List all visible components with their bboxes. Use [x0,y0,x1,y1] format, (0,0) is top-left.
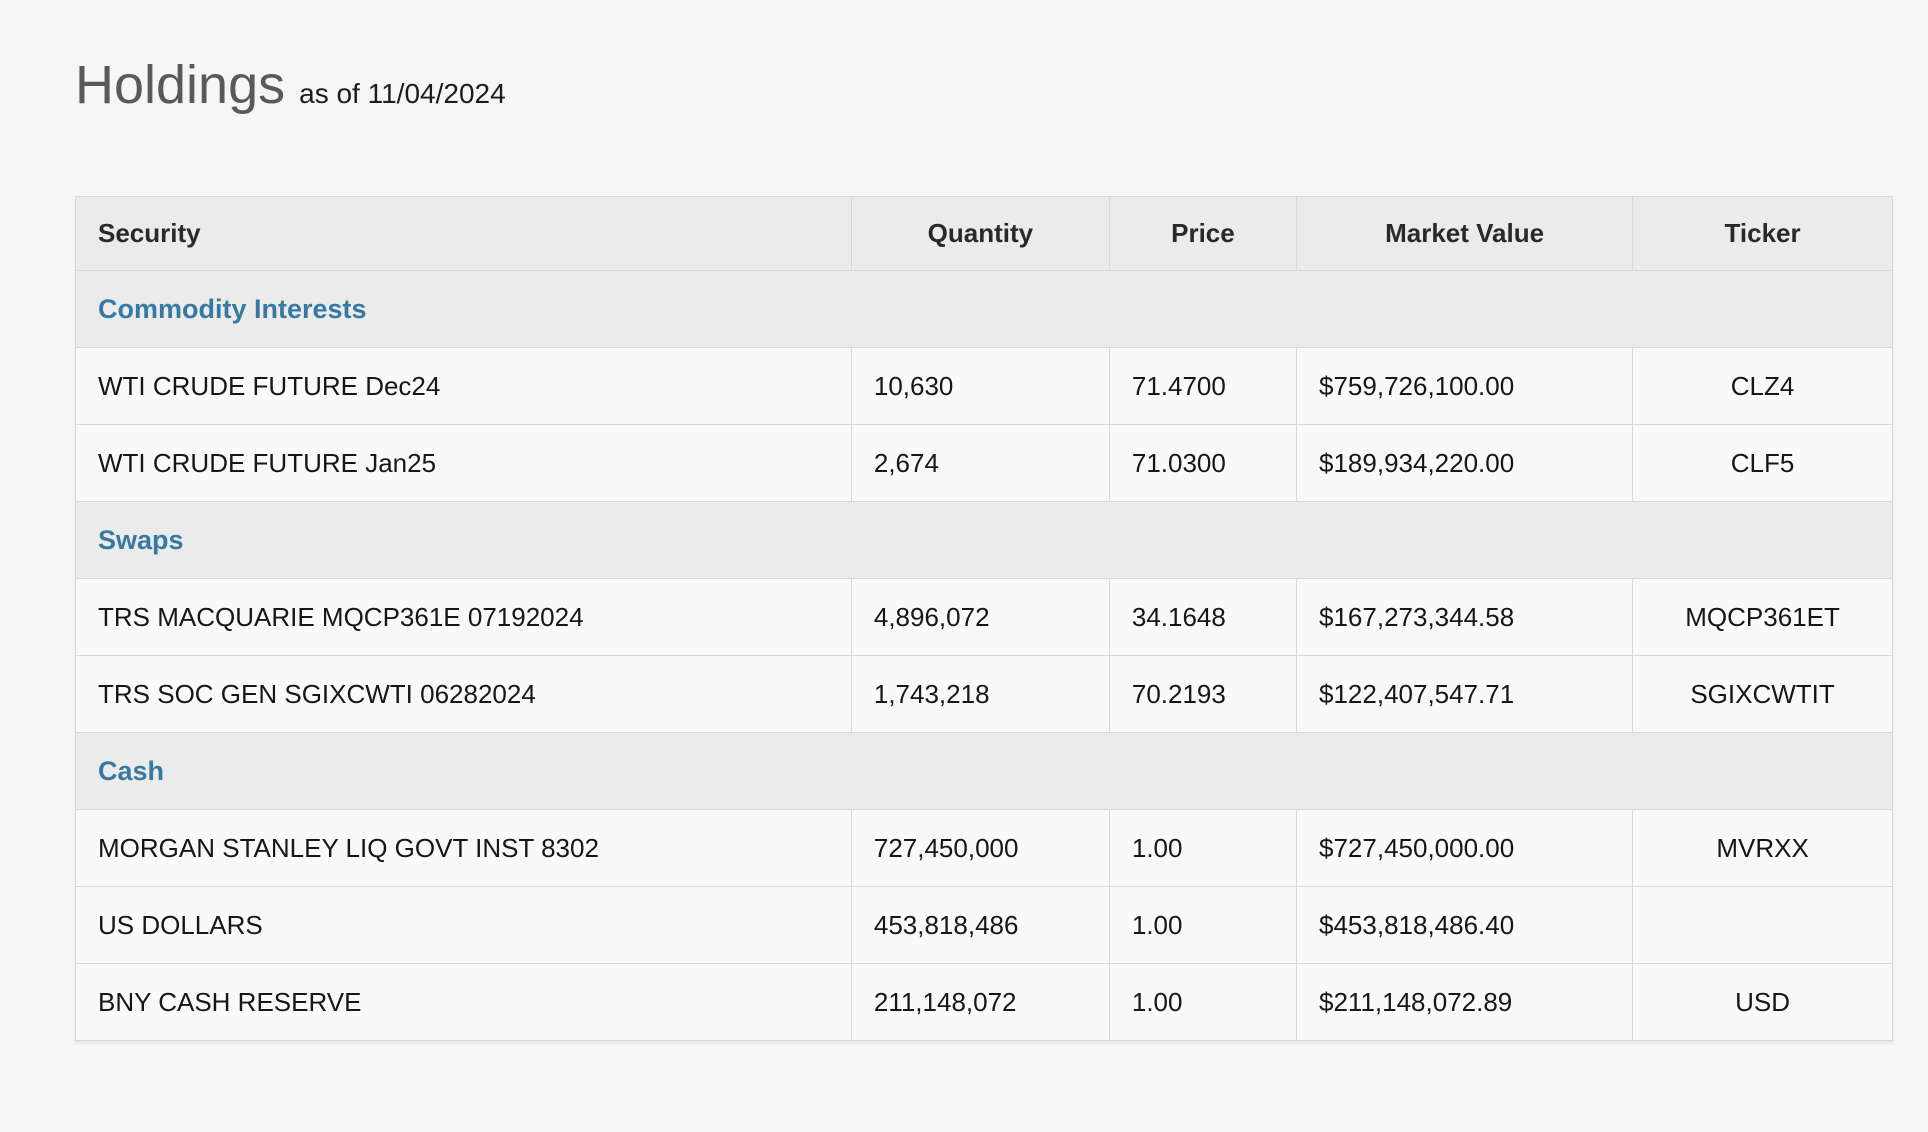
cell-price: 1.00 [1109,887,1296,964]
cell-market-value: $122,407,547.71 [1297,656,1633,733]
column-header-quantity: Quantity [851,197,1109,271]
section-row [76,733,1893,810]
cell-market-value: $453,818,486.40 [1297,887,1633,964]
cell-price: 34.1648 [1109,579,1296,656]
cell-price: 71.0300 [1109,425,1296,502]
page-title: Holdings [75,55,286,115]
column-header-ticker: Ticker [1633,197,1893,271]
cell-market-value: $727,450,000.00 [1297,810,1633,887]
cell-quantity: 1,743,218 [851,656,1109,733]
cell-ticker [1633,887,1893,964]
column-header-security: Security [76,197,852,271]
table-row [76,579,1893,656]
cell-market-value: $211,148,072.89 [1297,964,1633,1041]
cell-security: MORGAN STANLEY LIQ GOVT INST 8302 [76,810,852,887]
cell-ticker: USD [1633,964,1893,1041]
cell-market-value: $167,273,344.58 [1297,579,1633,656]
cell-quantity: 727,450,000 [851,810,1109,887]
column-header-market-value: Market Value [1297,197,1633,271]
table-row [76,964,1893,1041]
cell-quantity: 4,896,072 [851,579,1109,656]
cell-price: 1.00 [1109,810,1296,887]
cell-security: TRS SOC GEN SGIXCWTI 06282024 [76,656,852,733]
cell-quantity: 10,630 [851,348,1109,425]
table-row [76,348,1893,425]
cell-price: 1.00 [1109,964,1296,1041]
cell-ticker: SGIXCWTIT [1633,656,1893,733]
table-row [76,425,1893,502]
section-label: Commodity Interests [76,271,1893,348]
cell-security: US DOLLARS [76,887,852,964]
cell-market-value: $759,726,100.00 [1297,348,1633,425]
table-body [76,271,1893,1041]
cell-price: 70.2193 [1109,656,1296,733]
table-header-row [76,197,1893,271]
as-of-date: as of 11/04/2024 [299,78,506,109]
section-row [76,271,1893,348]
cell-security: BNY CASH RESERVE [76,964,852,1041]
cell-ticker: MVRXX [1633,810,1893,887]
cell-market-value: $189,934,220.00 [1297,425,1633,502]
table-row [76,887,1893,964]
cell-security: WTI CRUDE FUTURE Jan25 [76,425,852,502]
cell-quantity: 2,674 [851,425,1109,502]
table-header [76,197,1893,271]
cell-security: WTI CRUDE FUTURE Dec24 [76,348,852,425]
holdings-table [75,196,1893,1041]
section-row [76,502,1893,579]
page-header [75,54,1928,116]
table-row [76,810,1893,887]
section-label: Swaps [76,502,1893,579]
table-row [76,656,1893,733]
cell-security: TRS MACQUARIE MQCP361E 07192024 [76,579,852,656]
cell-quantity: 211,148,072 [851,964,1109,1041]
cell-quantity: 453,818,486 [851,887,1109,964]
cell-ticker: CLF5 [1633,425,1893,502]
section-label: Cash [76,733,1893,810]
cell-ticker: CLZ4 [1633,348,1893,425]
cell-ticker: MQCP361ET [1633,579,1893,656]
column-header-price: Price [1109,197,1296,271]
cell-price: 71.4700 [1109,348,1296,425]
